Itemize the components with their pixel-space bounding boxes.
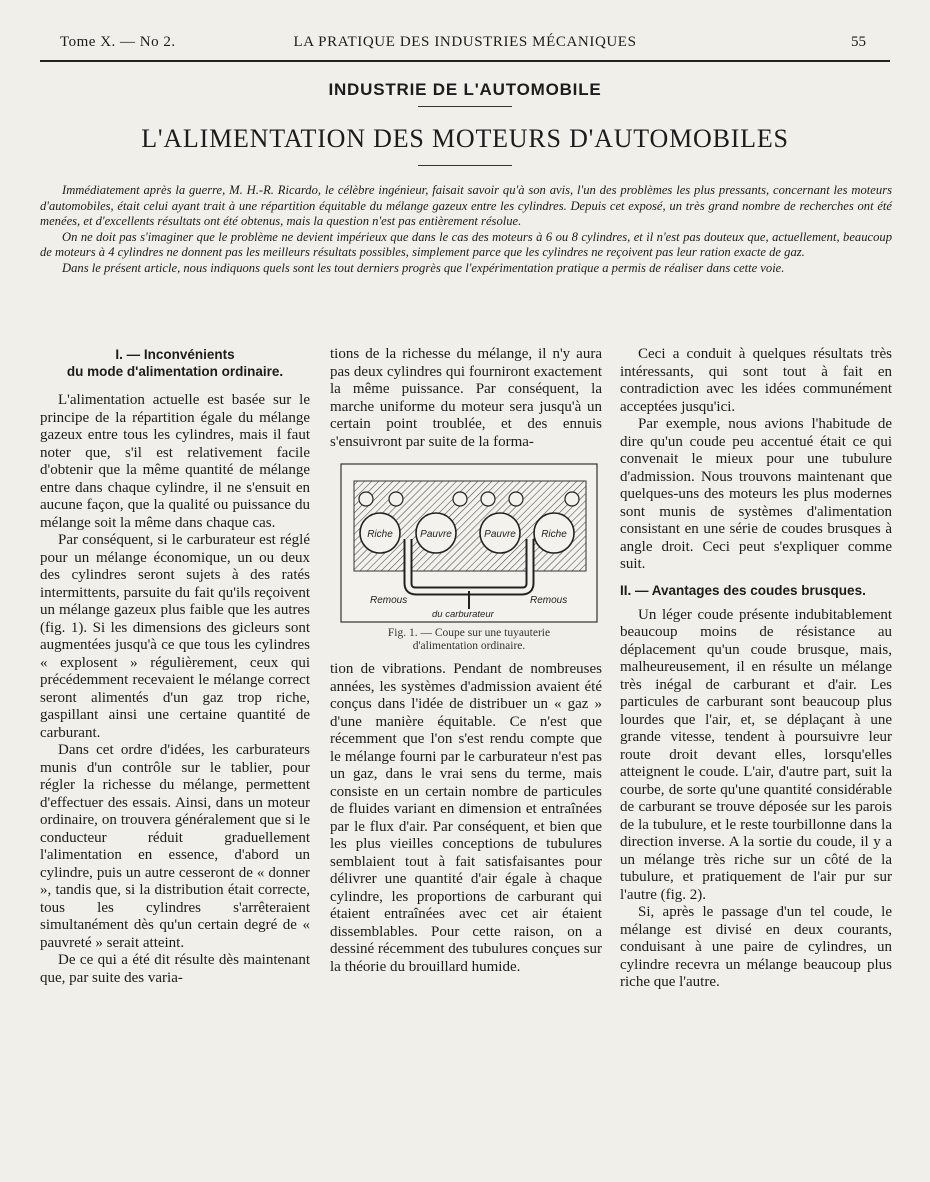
volume-number: Tome X. — No 2.	[60, 34, 176, 50]
section-heading-2: II. — Avantages des coudes brusques.	[620, 582, 866, 598]
article-title: L'ALIMENTATION DES MOTEURS D'AUTOMOBILES	[141, 124, 789, 153]
remous-label-right: Remous	[530, 595, 568, 606]
intro-paragraph: Immédiatement après la guerre, M. H.-R. Ricardo, le célèbre ingénieur, faisait savoir qu'à son avis, l'un des problèmes les plus pressants, concernant les moteurs d'automobiles, était celui ayant trait à une répartition équitable du mélange gazeux entre les cylindres. Depuis cet exposé, un très grand nombre de recherches ont été menées, et d'excellents résultats ont été obtenus, mais la question n'est pas entièrement résolue.	[40, 183, 892, 229]
port-label: Riche	[367, 529, 393, 540]
figure-1	[340, 463, 598, 653]
title-rule	[418, 165, 512, 166]
journal-title: LA PRATIQUE DES INDUSTRIES MÉCANIQUES	[293, 34, 637, 50]
heading-line: I. — Inconvénients	[115, 347, 235, 362]
intro-paragraph: Dans le présent article, nous indiquons quels sont les tout derniers progrès que l'expérimentation pratique a permis de réaliser dans cette voie.	[62, 260, 785, 275]
body-paragraph: De ce qui a été dit résulte dès maintenant que, par suite des varia-	[40, 952, 310, 986]
body-paragraph: tion de vibrations. Pendant de nombreuses années, les systèmes d'admission avaient été conçus dans l'idée de distribuer un « gaz » d'une manière équitable. Ce n'est que récemment que l'on s'est rendu compte que le mélange fourni par le carburateur n'est pas un gaz, dans le vrai sens du terme, mais consiste en un certain nombre de particules de fluides variant en dimension et entraînées par le flux d'air. Par conséquent, et bien que les plus vieilles conceptions de tubulures semblaient tout à fait satisfaisantes pour délivrer une quantité d'air égale à chaque cylindre, les proportions de carburant qui étaient entraînées avec cet air étaient dissemblables. Pour cette raison, on a dessiné récemment des tubulures conçues sur la théorie du brouillard humide.	[330, 661, 602, 975]
remous-label-left: Remous	[370, 595, 408, 606]
section-heading-1	[40, 346, 310, 380]
body-paragraph: Dans cet ordre d'idées, les carburateurs munis d'un contrôle sur le tablier, pour régler la richesse du mélange, permettent d'effectuer des essais. Ainsi, dans un moteur ordinaire, on trouvera généralement que si le conducteur réduit graduellement l'alimentation en essence, d'abord un cylindre, puis un autre cesseront de « donner », tandis que, si la distribution était correcte, tous les cylindres s'arrêteraient simultanément dès qu'un certain degré de « pauvreté » serait atteint.	[40, 742, 310, 951]
running-header	[40, 34, 890, 54]
body-paragraph: Si, après le passage d'un tel coude, le mélange est divisé en deux courants, conduisant à une paire de cylindres, un cylindre recevra un mélange beaucoup plus riche que l'autre.	[620, 904, 892, 990]
port-label: Pauvre	[420, 529, 452, 540]
header-rule	[40, 60, 890, 62]
page-number: 55	[851, 34, 866, 50]
body-paragraph: Ceci a conduit à quelques résultats très intéressants, qui sont tout à fait en contradiction avec les idées communément acceptées jusqu'ici.	[620, 346, 892, 415]
article-intro	[40, 183, 892, 277]
column-3	[620, 346, 892, 992]
carburetor-label: du carburateur	[432, 609, 494, 620]
figure-caption	[340, 627, 598, 653]
section-rule	[418, 106, 512, 107]
body-paragraph: L'alimentation actuelle est basée sur le principe de la répartition égale du mélange gazeux entre tous les cylindres, mais il faut noter que, s'il est relativement facile d'obtenir que la même quantité de mélange entre dans chaque cylindre, il ne s'ensuit en aucune façon, que la qualité ou puissance du mélange soit la même dans chaque cas.	[40, 392, 310, 531]
body-paragraph: Par exemple, nous avions l'habitude de dire qu'un coude peu accentué était ce qui convenait le mieux pour une tubulure d'admission. Nous trouvons maintenant que quelques-uns des moteurs les plus modernes sont munis de systèmes d'alimentation consistant en une série de coudes brusques à angle droit. Ceci peut s'expliquer comme suit.	[620, 416, 892, 572]
body-paragraph: Un léger coude présente indubitablement beaucoup moins de résistance au déplacement qu'un coude brusque, mais, malheureusement, il en résulte un mélange très inégal de carburant et d'air. Les particules de carburant sont beaucoup plus lourdes que l'air, et, se déplaçant à une grande vitesse, tendent à poursuivre leur route droit devant elles, lorsqu'elles atteignent le coude. L'air, d'autre part, suit la courbe, de sorte qu'une quantité considérable de carburant se trouve déposée sur les parois de la tubulure, et le reste tourbillonne dans la direction inverse. A la sortie du coude, il y a un mélange très riche sur un côté de la tubulure, et pratiquement de l'air pur sur l'autre (fig. 2).	[620, 606, 892, 903]
body-paragraph: Par conséquent, si le carburateur est réglé pour un mélange économique, un ou deux des cylindres seront sujets à des ratés intermittents, parsuite du fait qu'ils reçoivent un mélange gazeux plus faible que les autres (fig. 1). Si les dimensions des gicleurs sont augmentées jusqu'à ce que tous les cylindres « explosent » régulièrement, ceux qui précédemment recevaient le mélange correct seront alimentés d'un gaz trop riche, gaspillant ainsi une certaine quantité de carburant.	[40, 532, 310, 741]
port-label: Pauvre	[484, 529, 516, 540]
caption-line: d'alimentation ordinaire.	[412, 640, 526, 652]
intro-paragraph: On ne doit pas s'imaginer que le problème ne devient impérieux que dans le cas des moteurs à 6 ou 8 cylindres, et il n'est pas douteux que, actuellement, beaucoup de moteurs à 4 cylindres ne donnent pas les meilleurs résultats possibles, simplement parce que les cylindres ne reçoivent pas leur ration exacte de gaz.	[40, 229, 892, 260]
body-paragraph: tions de la richesse du mélange, il n'y aura pas deux cylindres qui fourniront exactement la même puissance. Par conséquent, la marche uniforme du moteur sera jusqu'à un certain point troublée, et des ennuis s'ensuivront par suite de la forma-	[330, 346, 602, 450]
column-1	[40, 346, 310, 987]
heading-line: du mode d'alimentation ordinaire.	[66, 364, 284, 379]
caption-line: Fig. 1. — Coupe sur une tuyauterie	[387, 627, 551, 639]
manifold-diagram	[340, 463, 598, 623]
section-title: INDUSTRIE DE L'AUTOMOBILE	[328, 80, 602, 99]
port-label: Riche	[541, 529, 567, 540]
column-2	[330, 346, 602, 976]
